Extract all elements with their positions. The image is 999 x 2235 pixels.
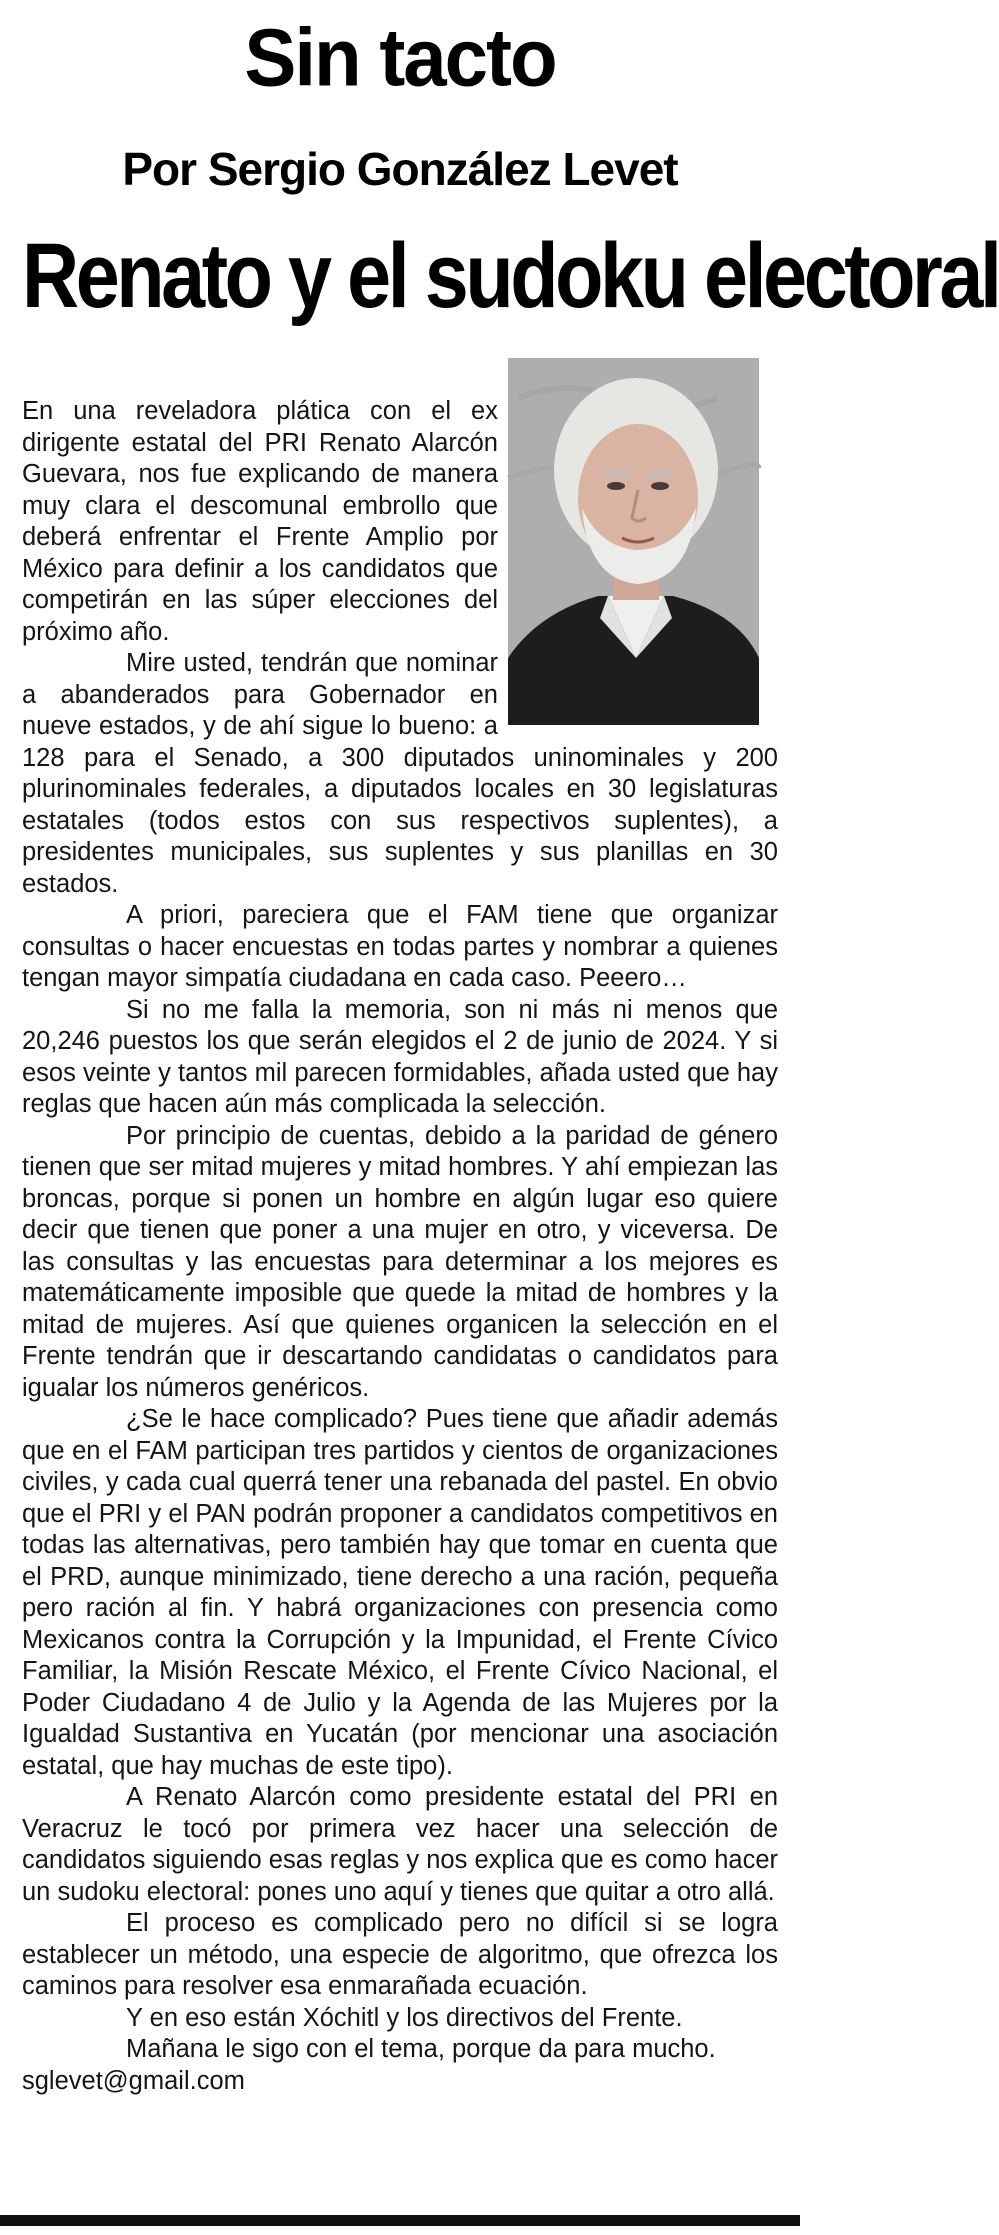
author-email-link[interactable]: sglevet@gmail.com [22,2066,245,2095]
article-paragraph: A priori, pareciera que el FAM tiene que organizar consultas o hacer encuestas en todas partes y nombrar a quienes tengan mayor simpatía ciudadana en cada caso. Peeero… [22,901,778,992]
article-paragraph: Por principio de cuentas, debido a la paridad de género tienen que ser mitad mujeres y mitad hombres. Y ahí empiezan las broncas, porque si ponen un hombre en algún lugar eso quiere decir que tienen que poner a una mujer en otro, y viceversa. De las consultas y las encuestas para determinar a los mejores es matemáticamente imposible que quede la mitad de hombres y la mitad de mujeres. Así que quienes organicen la selección en el Frente tendrán que ir descartando candidatas o candidatos para igualar los números genéricos. [22,1121,778,1402]
byline: Por Sergio González Levet [122,143,678,195]
article-paragraph: ¿Se le hace complicado? Pues tiene que añadir además que en el FAM participan tres partidos y cientos de organizaciones civiles, y cada cual querrá tener una rebanada del pastel. En obvio que el PRI y el PAN podrán proponer a candidatos competitivos en todas las alternativas, pero también hay que tomar en cuenta que el PRD, aunque minimizado, tiene derecho a una ración, pequeña pero ración al fin. Y habrá organizaciones con presencia como Mexicanos contra la Corrupción y la Impunidad, el Frente Cívico Familiar, la Misión Rescate México, el Frente Cívico Nacional, el Poder Ciudadano 4 de Julio y la Agenda de las Mujeres por la Igualdad Sustantiva en Yucatán (por mencionar una asociación estatal, que hay muchas de este tipo). [22,1405,778,1780]
article-paragraph: Mañana le sigo con el tema, porque da para mucho. [126,2035,716,2063]
article-paragraph: En una reveladora plática con el ex dirigente estatal del PRI Renato Alarcón Guevara, nos fue explicando de manera muy clara el descomunal embrollo que deberá enfrentar el Frente Amplio por México para definir a los candidatos que competirán en las súper elecciones del próximo año. [22,397,498,646]
article-paragraph: El proceso es complicado pero no difícil si se logra establecer un método, una especie de algoritmo, que ofrezca los caminos para resolver esa enmarañada ecuación. [22,1909,778,2000]
bottom-rule [0,2215,800,2226]
article-body [22,396,778,2097]
article-paragraph: Mire usted, tendrán que nominar a abanderados para Gobernador en nueve estados, y de ahí sigue lo bueno: a 128 para el Senado, a 300 diputados uninominales y 200 plurinominales federales, a diputados locales en 30 legislaturas estatales (todos estos con sus respectivos suplentes), a presidentes municipales, sus suplentes y sus planillas en 30 estados. [22,649,778,898]
photo-spacer [510,396,778,738]
article-paragraph: Si no me falla la memoria, son ni más ni menos que 20,246 puestos los que serán elegidos el 2 de junio de 2024. Y si esos veinte y tantos mil parecen formidables, añada usted que hay reglas que hacen aún más complicada la selección. [22,995,778,1118]
article-paragraph: A Renato Alarcón como presidente estatal del PRI en Veracruz le tocó por primera vez hacer una selección de candidatos siguiendo esas reglas y nos explica que es como hacer un sudoku electoral: pones uno aquí y tienes que quitar a otro allá. [22,1783,778,1906]
column-title: Sin tacto [244,10,556,104]
headline: Renato y el sudoku electoral [22,225,999,327]
article-paragraph: Y en eso están Xóchitl y los directivos del Frente. [126,2003,683,2032]
